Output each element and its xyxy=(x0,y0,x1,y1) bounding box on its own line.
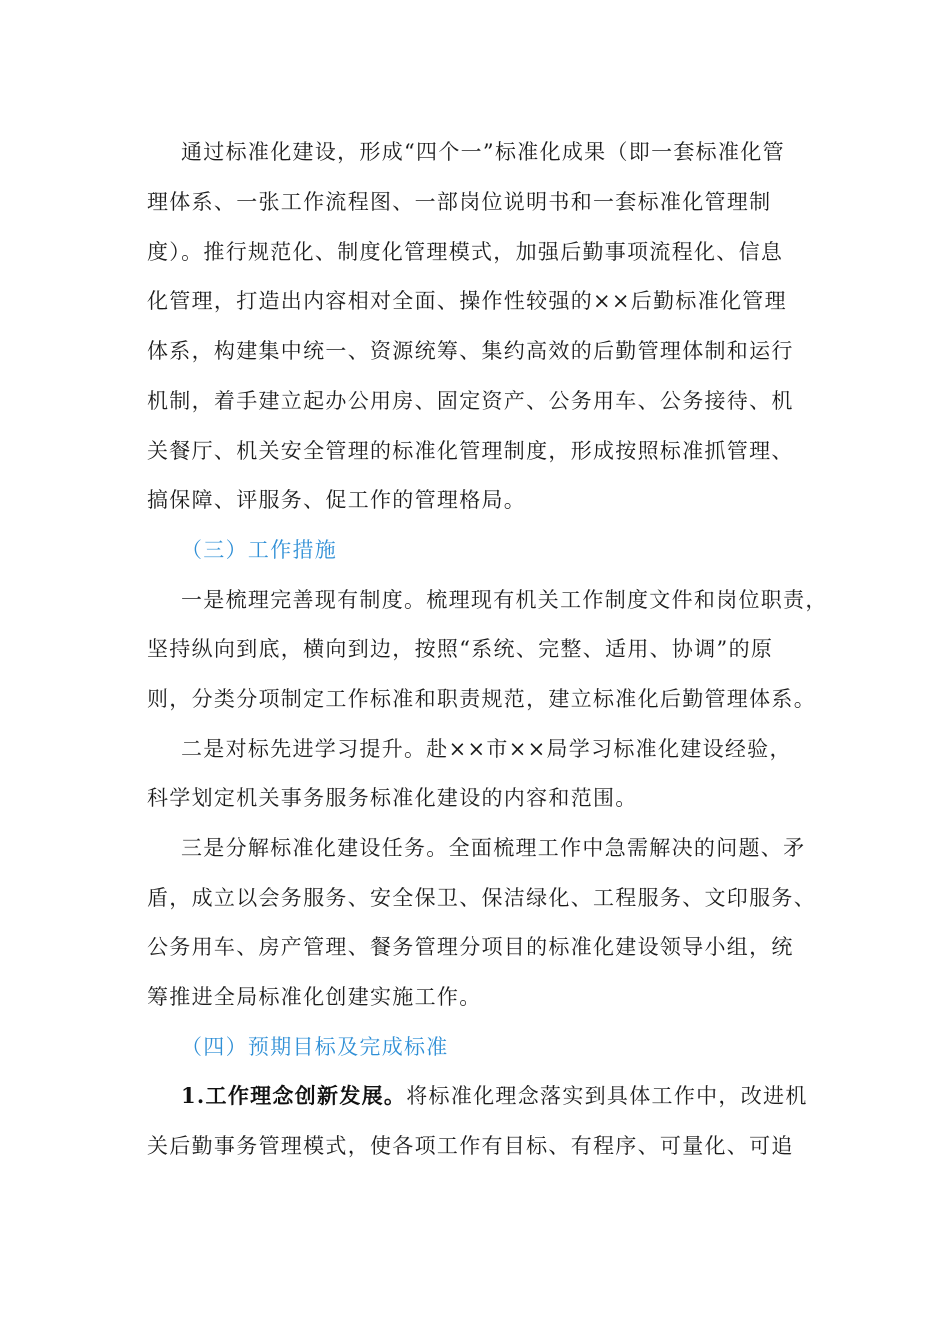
paragraph-line: 盾，成立以会务服务、安全保卫、保洁绿化、工程服务、文印服务、 xyxy=(147,886,816,910)
paragraph-line: 通过标准化建设，形成“四个一”标准化成果（即一套标准化管 xyxy=(181,140,785,164)
item-text: 将标准化理念落实到具体工作中，改进机 xyxy=(406,1084,808,1108)
paragraph-line: 科学划定机关事务服务标准化建设的内容和范围。 xyxy=(147,786,638,810)
paragraph-line: 关后勤事务管理模式，使各项工作有目标、有程序、可量化、可追 xyxy=(147,1134,794,1158)
section-heading: （四）预期目标及完成标准 xyxy=(181,1035,449,1059)
section-heading: （三）工作措施 xyxy=(181,538,338,562)
paragraph-line: 度）。推行规范化、制度化管理模式，加强后勤事项流程化、信息 xyxy=(147,240,784,264)
paragraph-line: 理体系、一张工作流程图、一部岗位说明书和一套标准化管理制 xyxy=(147,190,772,214)
paragraph-line: 则，分类分项制定工作标准和职责规范，建立标准化后勤管理体系。 xyxy=(147,687,816,711)
paragraph-line: 一是梳理完善现有制度。梳理现有机关工作制度文件和岗位职责， xyxy=(181,588,828,612)
paragraph-line: 机制，着手建立起办公用房、固定资产、公务用车、公务接待、机 xyxy=(147,389,794,413)
paragraph-line: 筹推进全局标准化创建实施工作。 xyxy=(147,985,482,1009)
paragraph-line: 二是对标先进学习提升。赴××市××局学习标准化建设经验， xyxy=(181,737,792,761)
paragraph-line: 搞保障、评服务、促工作的管理格局。 xyxy=(147,488,527,512)
paragraph-line: 坚持纵向到底，横向到边，按照“系统、完整、适用、协调”的原 xyxy=(147,637,774,661)
paragraph-line: 体系，构建集中统一、资源统筹、集约高效的后勤管理体制和运行 xyxy=(147,339,794,363)
paragraph-line xyxy=(181,1081,808,1111)
paragraph-line: 关餐厅、机关安全管理的标准化管理制度，形成按照标准抓管理、 xyxy=(147,439,794,463)
item-title: 1.工作理念创新发展。 xyxy=(181,1083,407,1108)
paragraph-line: 三是分解标准化建设任务。全面梳理工作中急需解决的问题、矛 xyxy=(181,836,806,860)
paragraph-line: 公务用车、房产管理、餐务管理分项目的标准化建设领导小组，统 xyxy=(147,935,794,959)
paragraph-line: 化管理，打造出内容相对全面、操作性较强的××后勤标准化管理 xyxy=(147,289,787,313)
